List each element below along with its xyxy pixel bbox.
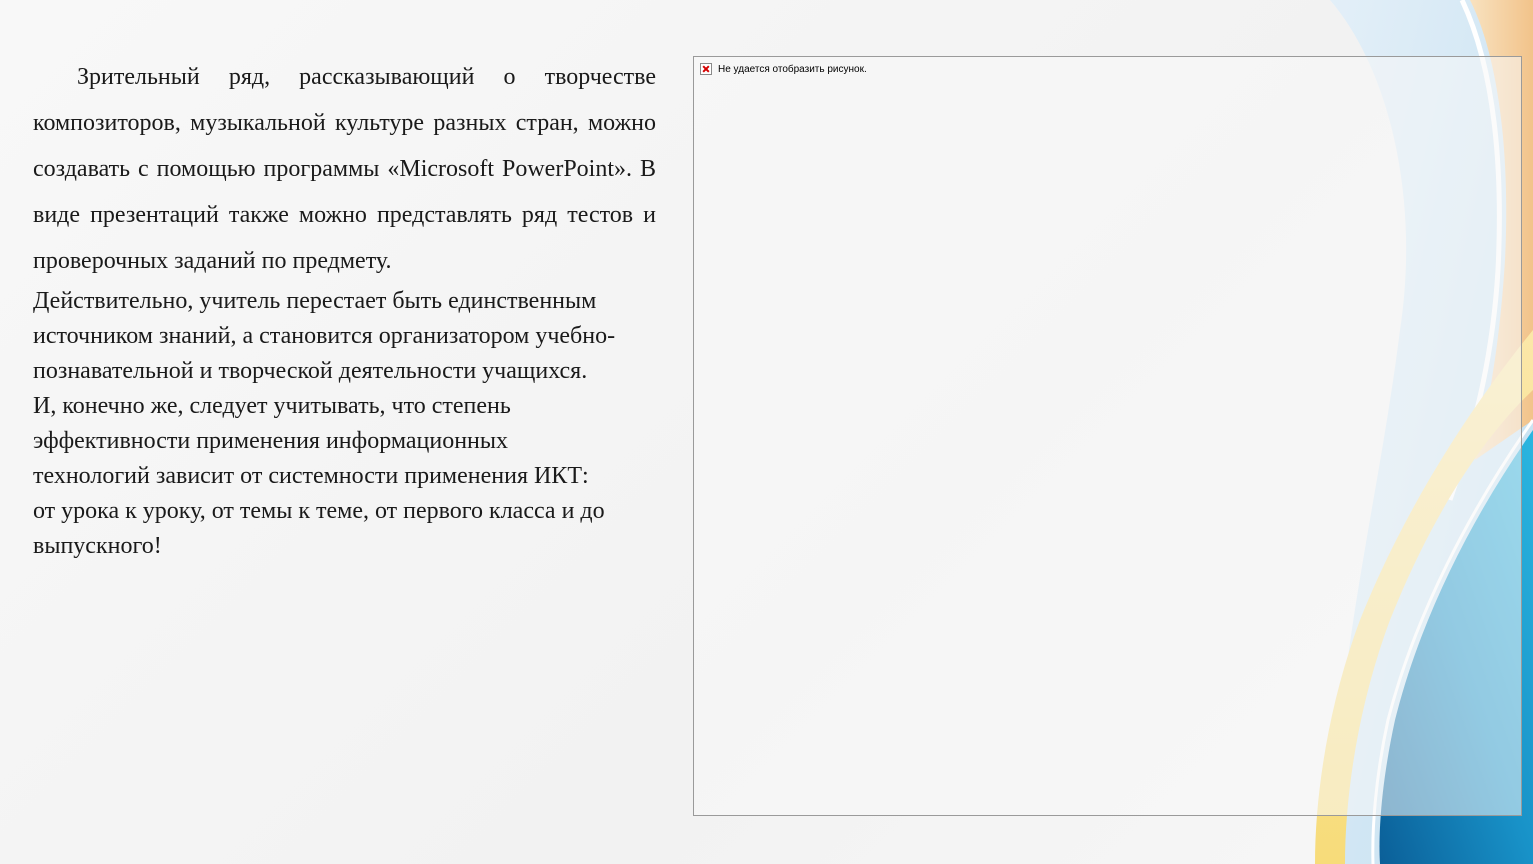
paragraph-1: Зрительный ряд, рассказывающий о творчестве композиторов, музыкальной культуре разных стран, можно создавать с помощью программы «Microsoft PowerPoint». В виде презентаций также можно представлять ряд тестов и проверочных заданий по предмету.	[33, 64, 656, 274]
broken-image-message: Не удается отобразить рисунок.	[718, 63, 867, 75]
broken-image-icon	[700, 63, 712, 75]
text-block	[33, 54, 656, 564]
paragraph-2: Действительно, учитель перестает быть единственным источником знаний, а становится организатором учебно- познавательной и творческой деятельности учащихся. И, конечно же, следует учитывать, что степень эффективности применения информационных технологий зависит от системности применения ИКТ: от урока к уроку, от темы к теме, от первого класса и до выпускного!	[33, 288, 616, 559]
broken-image-row	[700, 63, 867, 75]
image-placeholder	[693, 56, 1522, 816]
